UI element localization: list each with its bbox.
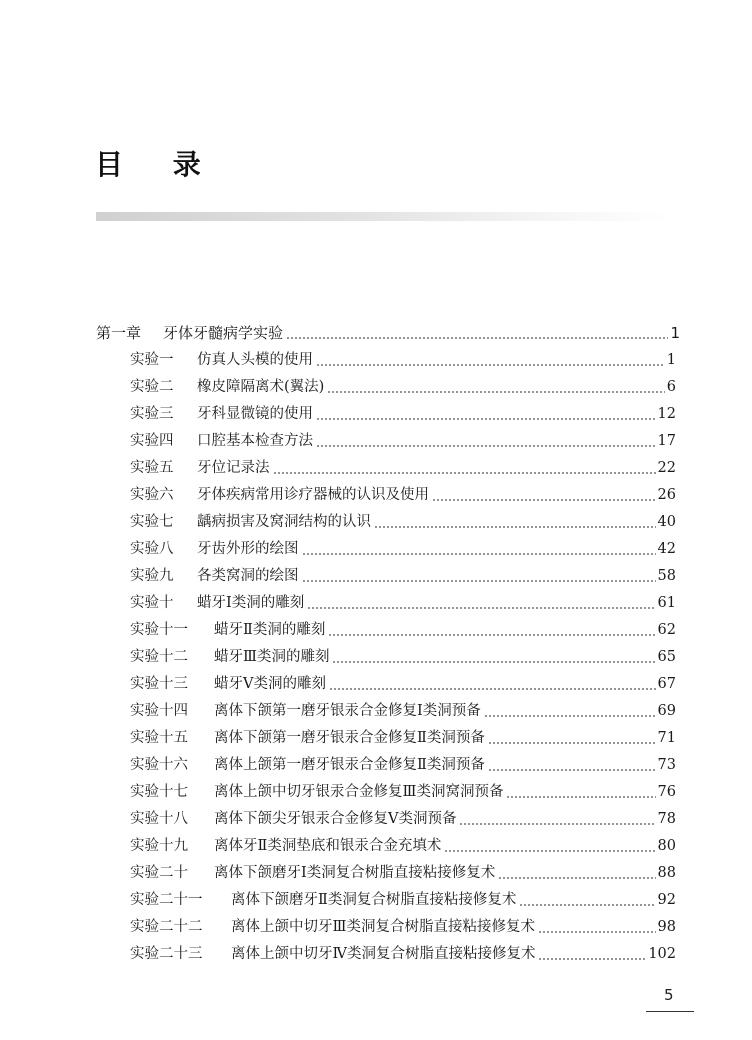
dot-leader xyxy=(488,728,656,748)
toc-entry-row[interactable] xyxy=(0,508,752,532)
entry-title: 蜡牙Ⅱ类洞的雕刻 xyxy=(214,622,326,638)
toc-entry-row[interactable] xyxy=(0,913,752,937)
dot-leader xyxy=(459,809,655,829)
entry-title: 龋病损害及窝洞结构的认识 xyxy=(197,514,371,530)
dot-leader xyxy=(498,863,655,883)
entry-title: 蜡牙Ⅲ类洞的雕刻 xyxy=(214,649,330,665)
dot-leader xyxy=(432,485,656,505)
entry-number: 实验十二 xyxy=(130,649,188,665)
entry-page: 22 xyxy=(657,460,676,476)
entry-title: 离体上颌第一磨牙银汞合金修复Ⅱ类洞预备 xyxy=(214,757,485,773)
dot-leader xyxy=(302,539,656,559)
toc-entry-row[interactable] xyxy=(0,373,752,397)
toc-entry-row[interactable] xyxy=(0,697,752,721)
entry-number: 实验一 xyxy=(130,352,174,368)
entry-page: 40 xyxy=(657,514,676,530)
toc-entry-row[interactable] xyxy=(0,778,752,802)
entry-number: 实验二十三 xyxy=(130,946,203,962)
toc-entry-row[interactable] xyxy=(0,400,752,424)
dot-leader xyxy=(484,701,656,721)
dot-leader xyxy=(328,620,655,640)
entry-title: 蜡牙Ⅴ类洞的雕刻 xyxy=(214,676,326,692)
toc-entry-row[interactable] xyxy=(0,724,752,748)
toc-chapter-row[interactable] xyxy=(0,319,752,343)
entry-title: 牙科显微镜的使用 xyxy=(197,406,313,422)
dot-leader xyxy=(316,404,656,424)
entry-page: 88 xyxy=(657,865,676,881)
entry-number: 实验七 xyxy=(130,514,174,530)
entry-number: 实验十九 xyxy=(130,838,188,854)
dot-leader xyxy=(444,836,655,856)
dot-leader xyxy=(374,512,656,532)
entry-page: 12 xyxy=(657,406,676,422)
chapter-title: 牙体牙髓病学实验 xyxy=(163,324,284,342)
entry-title: 橡皮障隔离术(翼法) xyxy=(197,379,325,395)
toc-entry-row[interactable] xyxy=(0,562,752,586)
entry-title: 各类窝洞的绘图 xyxy=(197,568,299,584)
entry-title: 离体下颌尖牙银汞合金修复Ⅴ类洞预备 xyxy=(214,811,457,827)
toc-entry-row[interactable] xyxy=(0,346,752,370)
entry-page: 92 xyxy=(657,892,676,908)
entry-title: 牙体疾病常用诊疗器械的认识及使用 xyxy=(197,487,429,503)
dot-leader xyxy=(302,566,656,586)
title-underline-bar xyxy=(96,212,672,221)
entry-page: 42 xyxy=(657,541,676,557)
entry-page: 17 xyxy=(657,433,676,449)
dot-leader xyxy=(329,674,656,694)
entry-title: 蜡牙Ⅰ类洞的雕刻 xyxy=(197,595,305,611)
dot-leader xyxy=(286,323,668,343)
toc-entry-row[interactable] xyxy=(0,589,752,613)
entry-title: 离体上颌中切牙Ⅳ类洞复合树脂直接粘接修复术 xyxy=(231,946,536,962)
chapter-number: 第一章 xyxy=(96,324,142,342)
entry-number: 实验二十 xyxy=(130,865,188,881)
entry-page: 67 xyxy=(657,676,676,692)
dot-leader xyxy=(332,647,655,667)
toc-entry-row[interactable] xyxy=(0,481,752,505)
entry-page: 6 xyxy=(666,379,676,395)
toc-entry-row[interactable] xyxy=(0,859,752,883)
entry-number: 实验二十二 xyxy=(130,919,203,935)
entry-page: 1 xyxy=(666,352,676,368)
toc-entry-row[interactable] xyxy=(0,670,752,694)
chapter-page: 1 xyxy=(670,324,680,342)
entry-page: 73 xyxy=(657,757,676,773)
entry-number: 实验十六 xyxy=(130,757,188,773)
entry-number: 实验八 xyxy=(130,541,174,557)
dot-leader xyxy=(327,377,664,397)
entry-page: 69 xyxy=(657,703,676,719)
entry-number: 实验十一 xyxy=(130,622,188,638)
entry-title: 离体上颌中切牙Ⅲ类洞复合树脂直接粘接修复术 xyxy=(231,919,535,935)
toc-entry-row[interactable] xyxy=(0,805,752,829)
toc-entry-row[interactable] xyxy=(0,427,752,451)
entry-page: 78 xyxy=(657,811,676,827)
entry-page: 26 xyxy=(657,487,676,503)
entry-number: 实验三 xyxy=(130,406,174,422)
toc-entry-row[interactable] xyxy=(0,886,752,910)
entry-title: 牙齿外形的绘图 xyxy=(197,541,299,557)
page-number-rule xyxy=(646,1011,694,1012)
entry-title: 口腔基本检查方法 xyxy=(197,433,313,449)
entry-number: 实验九 xyxy=(130,568,174,584)
dot-leader xyxy=(307,593,655,613)
entry-page: 71 xyxy=(657,730,676,746)
entry-page: 102 xyxy=(648,946,676,962)
dot-leader xyxy=(488,755,656,775)
entry-page: 80 xyxy=(657,838,676,854)
entry-page: 58 xyxy=(657,568,676,584)
entry-title: 离体下颌第一磨牙银汞合金修复Ⅰ类洞预备 xyxy=(214,703,481,719)
entry-number: 实验十三 xyxy=(130,676,188,692)
toc-entry-row[interactable] xyxy=(0,535,752,559)
dot-leader xyxy=(519,890,655,910)
dot-leader xyxy=(538,944,646,964)
entry-title: 离体下颌第一磨牙银汞合金修复Ⅱ类洞预备 xyxy=(214,730,485,746)
entry-number: 实验二十一 xyxy=(130,892,203,908)
page-number: 5 xyxy=(664,986,674,1004)
entry-page: 65 xyxy=(657,649,676,665)
entry-number: 实验四 xyxy=(130,433,174,449)
entry-number: 实验十五 xyxy=(130,730,188,746)
toc-entry-row[interactable] xyxy=(0,940,752,964)
toc-entry-row[interactable] xyxy=(0,616,752,640)
dot-leader xyxy=(506,782,655,802)
dot-leader xyxy=(316,350,665,370)
toc-entry-row[interactable] xyxy=(0,751,752,775)
entry-page: 76 xyxy=(657,784,676,800)
entry-title: 牙位记录法 xyxy=(197,460,270,476)
entry-number: 实验六 xyxy=(130,487,174,503)
entry-number: 实验十八 xyxy=(130,811,188,827)
toc-entry-row[interactable] xyxy=(0,832,752,856)
entry-title: 离体上颌中切牙银汞合金修复Ⅲ类洞窝洞预备 xyxy=(214,784,504,800)
dot-leader xyxy=(273,458,656,478)
toc-entry-row[interactable] xyxy=(0,643,752,667)
entry-number: 实验二 xyxy=(130,379,174,395)
entry-page: 62 xyxy=(657,622,676,638)
entry-title: 仿真人头模的使用 xyxy=(197,352,313,368)
entry-page: 98 xyxy=(657,919,676,935)
entry-number: 实验十四 xyxy=(130,703,188,719)
dot-leader xyxy=(316,431,656,451)
toc-entry-row[interactable] xyxy=(0,454,752,478)
entry-title: 离体下颌磨牙Ⅱ类洞复合树脂直接粘接修复术 xyxy=(231,892,517,908)
entry-number: 实验十 xyxy=(130,595,174,611)
entry-number: 实验五 xyxy=(130,460,174,476)
entry-number: 实验十七 xyxy=(130,784,188,800)
entry-title: 离体下颌磨牙Ⅰ类洞复合树脂直接粘接修复术 xyxy=(214,865,496,881)
entry-title: 离体牙Ⅱ类洞垫底和银汞合金充填术 xyxy=(214,838,442,854)
page-title: 目 录 xyxy=(95,148,221,181)
entry-page: 61 xyxy=(657,595,676,611)
dot-leader xyxy=(538,917,656,937)
